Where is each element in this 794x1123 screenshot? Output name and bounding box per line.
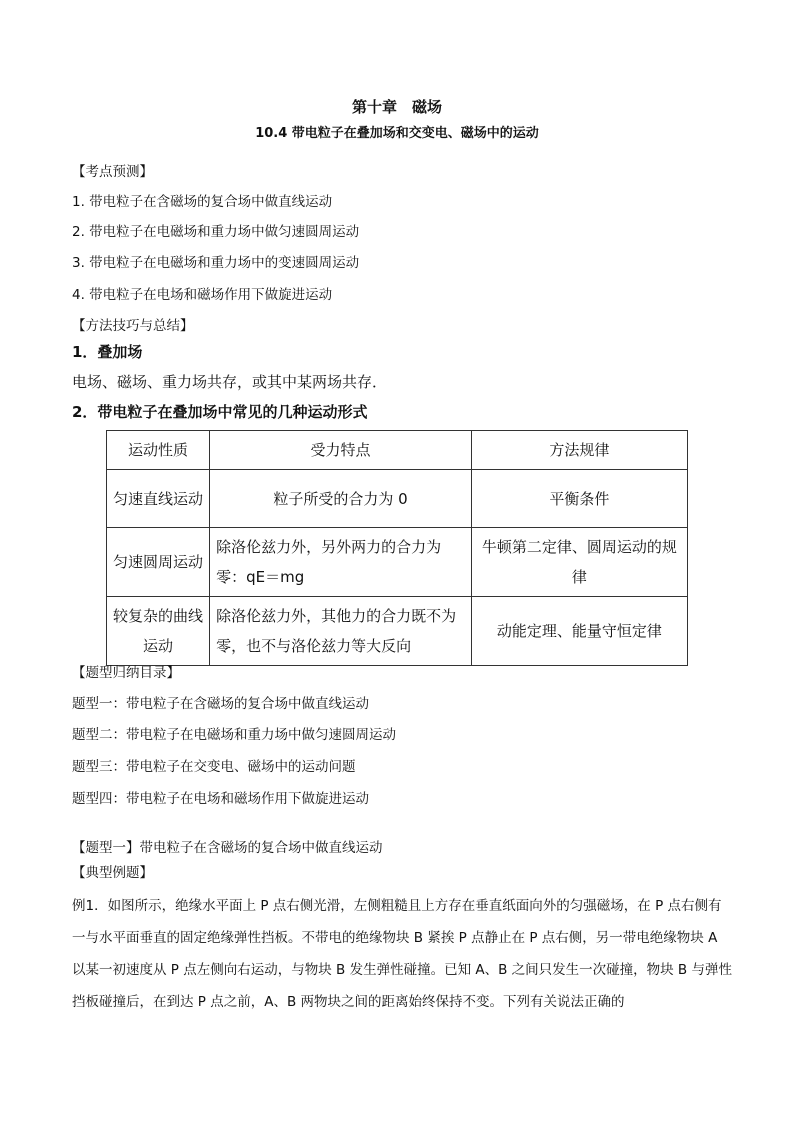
catalog-item: 题型二：带电粒子在电磁场和重力场中做匀速圆周运动 [72,727,396,743]
table-row [107,470,688,528]
motion-table [106,430,688,666]
table-header-row [107,431,688,470]
type1-heading: 【题型一】带电粒子在含磁场的复合场中做直线运动 [72,840,383,856]
table-cell: 较复杂的曲线运动 [107,597,210,666]
table-header: 运动性质 [107,431,210,470]
methods-heading: 【方法技巧与总结】 [72,318,194,334]
prediction-heading: 【考点预测】 [72,164,153,180]
table-header: 受力特点 [210,431,472,470]
table-cell: 除洛伦兹力外，另外两力的合力为零：qE＝mg [210,528,472,597]
type1-subheading: 【典型例题】 [72,865,153,881]
table-header: 方法规律 [471,431,687,470]
method-point1-title: 1．叠加场 [72,343,143,361]
chapter-title: 第十章 磁场 [351,98,442,116]
table-row [107,597,688,666]
section-title: 10.4 带电粒子在叠加场和交变电、磁场中的运动 [255,126,539,141]
prediction-item: 1. 带电粒子在含磁场的复合场中做直线运动 [72,194,333,210]
table-cell: 匀速圆周运动 [107,528,210,597]
catalog-item: 题型一：带电粒子在含磁场的复合场中做直线运动 [72,696,369,712]
catalog-item: 题型四：带电粒子在电场和磁场作用下做旋进运动 [72,791,369,807]
catalog-item: 题型三：带电粒子在交变电、磁场中的运动问题 [72,759,356,775]
example-1-text: 例1．如图所示，绝缘水平面上 P 点右侧光滑，左侧粗糙且上方存在垂直纸面向外的匀强磁场，在 P 点右侧有一与水平面垂直的固定绝缘弹性挡板。不带电的绝缘物块 B 紧挨 P 点静止在 P 点右侧，另一带电绝缘物块 A 以某一初速度从 P 点左侧向右运动，与物块 B 发生弹性碰撞。已知 A、B 之间只发生一次碰撞，物块 B 与弹性挡板碰撞后，在到达 P 点之前，A、B 两物块之间的距离始终保持不变。下列有关说法正确的 [72,898,732,1010]
prediction-item: 2. 带电粒子在电磁场和重力场中做匀速圆周运动 [72,224,360,240]
table-cell: 粒子所受的合力为 0 [210,470,472,528]
prediction-item: 4. 带电粒子在电场和磁场作用下做旋进运动 [72,287,333,303]
catalog-heading: 【题型归纳目录】 [72,665,180,681]
prediction-item: 3. 带电粒子在电磁场和重力场中的变速圆周运动 [72,255,360,271]
table-cell: 牛顿第二定律、圆周运动的规律 [471,528,687,597]
table-row [107,528,688,597]
method-point2-title: 2．带电粒子在叠加场中常见的几种运动形式 [72,403,368,421]
method-point1-text: 电场、磁场、重力场共存，或其中某两场共存． [72,373,388,391]
table-cell: 动能定理、能量守恒定律 [471,597,687,666]
table-cell: 除洛伦兹力外，其他力的合力既不为零，也不与洛伦兹力等大反向 [210,597,472,666]
table-cell: 平衡条件 [471,470,687,528]
table-cell: 匀速直线运动 [107,470,210,528]
